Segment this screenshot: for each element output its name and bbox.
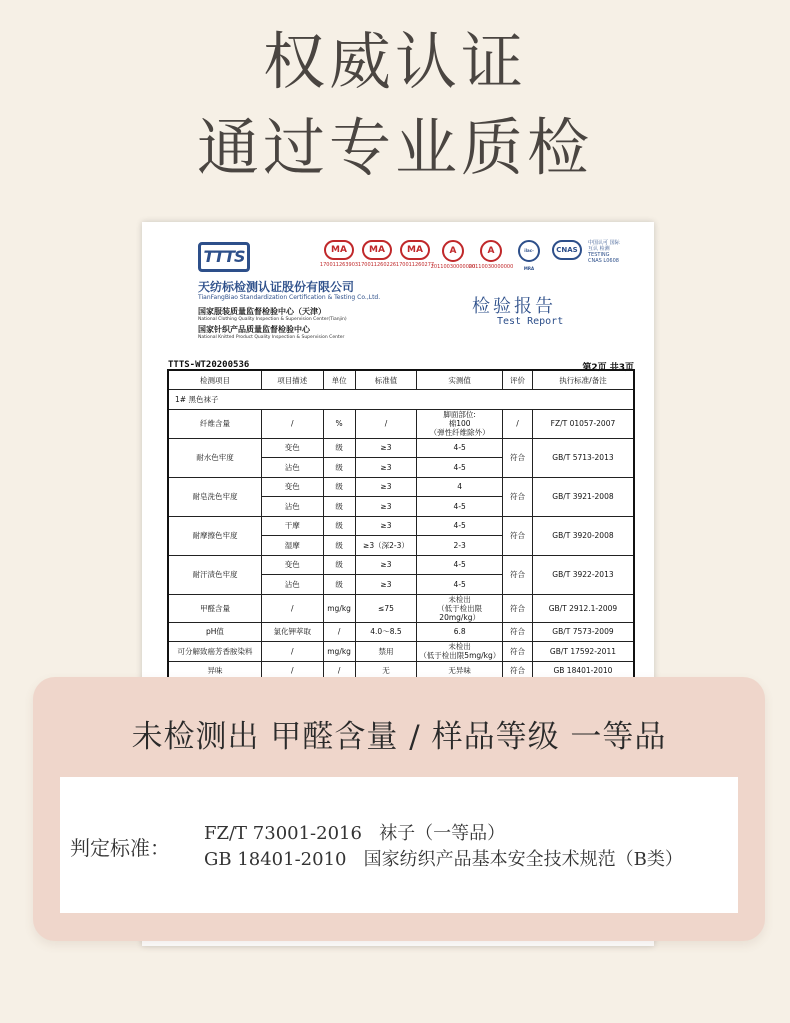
standard-cell: GB/T 3922-2013: [532, 555, 634, 594]
header-cell: 实测值: [417, 370, 503, 390]
test-results-table: [167, 369, 635, 682]
sample-label: 1# 黑色袜子: [168, 390, 634, 410]
std-cell: ≥3（深2-3）: [355, 536, 417, 556]
report-number: TTTS-WT20200536: [168, 360, 250, 370]
item-cell: 耐皂洗色牢度: [168, 477, 261, 516]
cma-mark-2: MA 170011260226: [360, 240, 394, 270]
table-row: [168, 409, 634, 438]
desc-cell: /: [261, 661, 323, 681]
unit-cell: 级: [323, 458, 355, 478]
cma-mark-1: MA 170011263903: [322, 240, 356, 270]
table-row: [168, 477, 634, 497]
measured-cell: 4-5: [417, 458, 503, 478]
header-cell: 标准值: [355, 370, 417, 390]
std-cell: ≥3: [355, 555, 417, 575]
table-row: [168, 390, 634, 410]
unit-cell: mg/kg: [323, 594, 355, 622]
desc-cell: 沾色: [261, 575, 323, 595]
unit-cell: 级: [323, 536, 355, 556]
standards-box: [60, 777, 738, 913]
standard-cell: GB 18401-2010: [532, 661, 634, 681]
std-cell: 禁用: [355, 642, 417, 662]
item-cell: pH值: [168, 622, 261, 642]
std-cell: 无: [355, 661, 417, 681]
header-cell: 评价: [503, 370, 533, 390]
eval-cell: 符合: [503, 642, 533, 662]
item-cell: 可分解致癌芳香胺染料: [168, 642, 261, 662]
unit-cell: /: [323, 622, 355, 642]
summary-title: 未检测出 甲醛含量 / 样品等级 一等品: [131, 719, 667, 755]
eval-cell: /: [503, 409, 533, 438]
cal-mark-2: A 20110030000000: [474, 240, 508, 270]
eval-cell: 符合: [503, 594, 533, 622]
center1-en: National Clothing Quality Inspection & Supervision Center(Tianjin): [198, 317, 347, 322]
table-row: [168, 622, 634, 642]
desc-cell: /: [261, 594, 323, 622]
unit-cell: /: [323, 661, 355, 681]
table-row: [168, 555, 634, 575]
unit-cell: 级: [323, 555, 355, 575]
std-cell: ≥3: [355, 477, 417, 497]
item-cell: 纤维含量: [168, 409, 261, 438]
desc-cell: 氯化钾萃取: [261, 622, 323, 642]
measured-cell: 4-5: [417, 555, 503, 575]
table-row: [168, 642, 634, 662]
eval-cell: 符合: [503, 438, 533, 477]
summary-card: [33, 677, 765, 941]
header-cell: 项目描述: [261, 370, 323, 390]
cnas-mark: CNAS: [550, 240, 584, 270]
judgement-label: 判定标准：: [70, 836, 170, 860]
standard-cell: GB/T 17592-2011: [532, 642, 634, 662]
table-row: [168, 594, 634, 622]
standard-cell: FZ/T 01057-2007: [532, 409, 634, 438]
unit-cell: 级: [323, 516, 355, 536]
item-cell: 耐摩擦色牢度: [168, 516, 261, 555]
measured-cell: 4-5: [417, 575, 503, 595]
measured-cell: 4-5: [417, 438, 503, 458]
standard-cell: GB/T 7573-2009: [532, 622, 634, 642]
header-cell: 单位: [323, 370, 355, 390]
eval-cell: 符合: [503, 477, 533, 516]
headline-line-1: 权威认证: [262, 25, 527, 98]
org-name-cn: 天纺标检测认证股份有限公司: [198, 280, 355, 294]
eval-cell: 符合: [503, 661, 533, 681]
desc-cell: /: [261, 642, 323, 662]
eval-cell: 符合: [503, 622, 533, 642]
table-row: [168, 516, 634, 536]
std-cell: ≥3: [355, 516, 417, 536]
std-cell: ≥3: [355, 575, 417, 595]
standard-cell: GB/T 5713-2013: [532, 438, 634, 477]
measured-cell: 4: [417, 477, 503, 497]
standard-cell: GB/T 3921-2008: [532, 477, 634, 516]
standard-line-1: FZ/T 73001-2016 袜子（一等品）: [204, 823, 506, 844]
std-cell: ≥3: [355, 458, 417, 478]
table-row: [168, 438, 634, 458]
desc-cell: 变色: [261, 555, 323, 575]
std-cell: ≤75: [355, 594, 417, 622]
standard-cell: GB/T 3920-2008: [532, 516, 634, 555]
unit-cell: 级: [323, 497, 355, 517]
item-cell: 异味: [168, 661, 261, 681]
unit-cell: 级: [323, 575, 355, 595]
desc-cell: 湿摩: [261, 536, 323, 556]
measured-cell: 2-3: [417, 536, 503, 556]
page-number: 第2页 共3页: [582, 363, 634, 373]
item-cell: 甲醛含量: [168, 594, 261, 622]
unit-cell: %: [323, 409, 355, 438]
std-cell: /: [355, 409, 417, 438]
headline-line-2: 通过专业质检: [196, 111, 593, 184]
cal-mark-1: A 20110030000000: [436, 240, 470, 270]
certification-marks: [319, 240, 622, 271]
report-subtitle: Test Report: [497, 316, 564, 327]
item-cell: 耐水色牢度: [168, 438, 261, 477]
desc-cell: 沾色: [261, 497, 323, 517]
cma-mark-3: MA 170011260277: [398, 240, 432, 270]
std-cell: ≥3: [355, 497, 417, 517]
eval-cell: 符合: [503, 516, 533, 555]
measured-cell: 无异味: [417, 661, 503, 681]
center2-en: National Knitted Product Quality Inspection & Supervision Center: [198, 335, 345, 340]
center2-cn: 国家针织产品质量监督检验中心: [198, 325, 310, 334]
measured-cell: 4-5: [417, 497, 503, 517]
unit-cell: 级: [323, 438, 355, 458]
measured-cell: 未检出 （低于检出限5mg/kg）: [417, 642, 503, 662]
standard-line-2: GB 18401-2010 国家纺织产品基本安全技术规范（B类）: [204, 849, 683, 870]
header-cell: 执行标准/备注: [532, 370, 634, 390]
std-cell: ≥3: [355, 438, 417, 458]
desc-cell: 变色: [261, 477, 323, 497]
org-name-en: TianFangBiao Standardization Certification & Testing Co.,Ltd.: [198, 294, 381, 301]
measured-cell: 6.8: [417, 622, 503, 642]
measured-cell: 脚面部位: 棉100 （弹性纤维除外）: [417, 409, 503, 438]
ttts-logo: TTTS: [198, 242, 250, 272]
cnas-caption: 中国认可 国际互认 检测 TESTING CNAS L0608: [588, 240, 620, 264]
unit-cell: 级: [323, 477, 355, 497]
measured-cell: 未检出 （低于检出限20mg/kg）: [417, 594, 503, 622]
header-cell: 检测项目: [168, 370, 261, 390]
report-title: 检验报告: [472, 296, 556, 317]
desc-cell: 变色: [261, 438, 323, 458]
desc-cell: 沾色: [261, 458, 323, 478]
std-cell: 4.0～8.5: [355, 622, 417, 642]
desc-cell: 干摩: [261, 516, 323, 536]
center1-cn: 国家服装质量监督检验中心（天津）: [198, 307, 326, 316]
table-header-row: [168, 370, 634, 390]
ilac-mra-mark: ilac-MRA: [512, 240, 546, 270]
eval-cell: 符合: [503, 555, 533, 594]
measured-cell: 4-5: [417, 516, 503, 536]
item-cell: 耐汗渍色牢度: [168, 555, 261, 594]
desc-cell: /: [261, 409, 323, 438]
unit-cell: mg/kg: [323, 642, 355, 662]
standard-cell: GB/T 2912.1-2009: [532, 594, 634, 622]
